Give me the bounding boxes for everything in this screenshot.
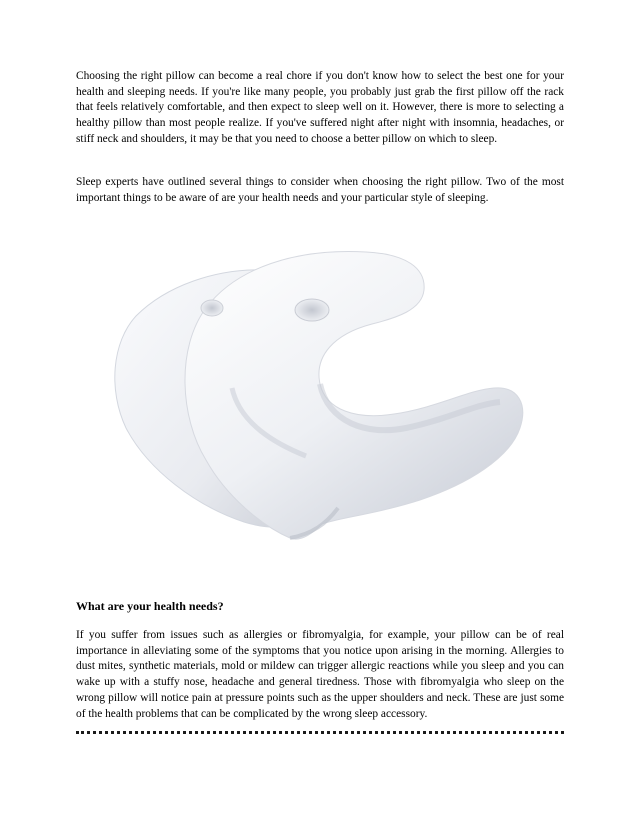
ear-hole-front	[295, 299, 329, 321]
pillow-image	[76, 238, 564, 578]
section-heading: What are your health needs?	[76, 599, 224, 613]
experts-paragraph: Sleep experts have outlined several things to consider when choosing the right pillow. Two of the most important things to be aware of are your health needs and your particular style of sleeping.	[76, 176, 564, 204]
intro-paragraph: Choosing the right pillow can become a real chore if you don't know how to select the best one for your health and sleeping needs. If you're like many people, you probably just grab the first pillow off the rack that feels relatively comfortable, and then expect to sleep well on it. However, there is more to selecting a healthy pillow than most people realize. If you've suffered night after night with insomnia, headaches, or stiff neck and shoulders, it may be that you need to choose a better pillow on which to sleep.	[76, 70, 564, 145]
health-needs-paragraph: If you suffer from issues such as allergies or fibromyalgia, for example, your pillow can be of real importance in alleviating some of the symptoms that you notice upon arising in the morning. Allergies to dust mites, synthetic materials, mold or mildew can trigger allergic reactions while you sleep and you can wake up with a stuffy nose, headache and general tiredness. Those with fibromyalgia who sleep on the wrong pillow will notice pain at pressure points such as the upper shoulders and neck. These are just some of the health problems that can be complicated by the wrong sleep accessory.	[76, 629, 564, 720]
dotted-divider	[76, 731, 564, 734]
ear-hole-back	[201, 300, 223, 316]
